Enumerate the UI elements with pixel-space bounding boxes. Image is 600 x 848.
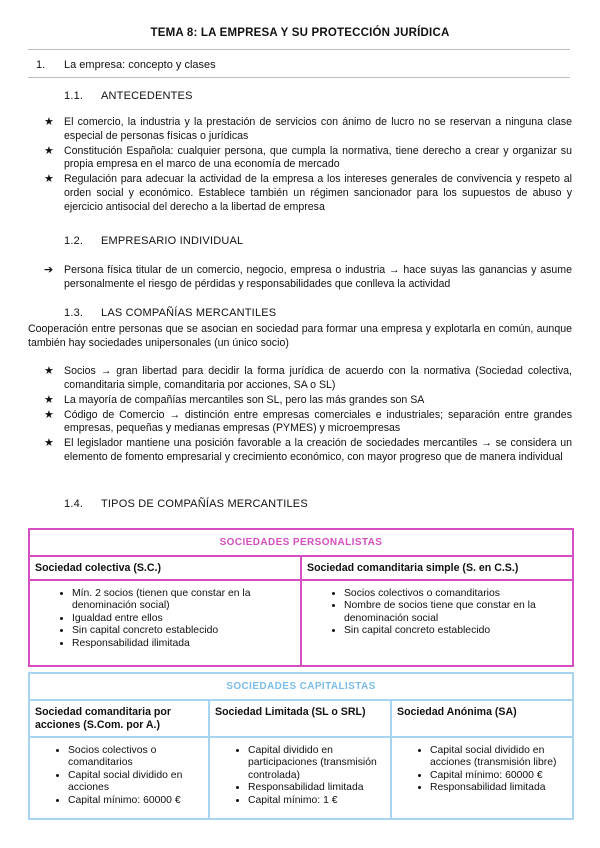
list-item: • Capital social dividido en acciones (transmisión libre) [430, 745, 566, 770]
subsection-label: EMPRESARIO INDIVIDUAL [101, 235, 244, 247]
list-item: • Capital dividido en participaciones (transmisión controlada) [248, 745, 384, 782]
title-divider [28, 49, 570, 50]
column-title: Sociedad colectiva (S.C.) [29, 556, 301, 580]
arrow-icon: ➔ [44, 264, 54, 276]
list-item: • Nombre de socios tiene que constar en la denominación social [344, 600, 566, 625]
list-item: • Igualdad entre ellos [72, 613, 294, 625]
list-item: • Sin capital concreto establecido [72, 625, 294, 637]
list-item: • Sin capital concreto establecido [344, 625, 566, 637]
list-item: ★ Código de Comercio → distinción entre empresas comerciales e industriales; separación entre grandes empresas, pequeñas y medianas empresas (PYMES) y microempresas [44, 408, 572, 435]
page-title: TEMA 8: LA EMPRESA Y SU PROTECCIÓN JURÍDICA [150, 27, 450, 39]
column-title: Sociedad comanditaria por acciones (S.Com. por A.) [29, 700, 209, 737]
section-number: 1. [36, 59, 46, 71]
column-title: Sociedad Limitada (SL o SRL) [209, 700, 391, 737]
bullet-list-companias [44, 365, 572, 466]
star-icon: ★ [44, 393, 54, 406]
subsection-heading-companias [64, 307, 276, 319]
column-title: Sociedad Anónima (SA) [391, 700, 573, 737]
star-icon: ★ [44, 365, 54, 377]
bullet-list-empresario [44, 264, 572, 293]
list-item: • Responsabilidad limitada [248, 782, 384, 794]
subsection-heading-antecedentes [64, 90, 193, 102]
subsection-label: LAS COMPAÑÍAS MERCANTILES [101, 307, 277, 319]
table-sociedades-capitalistas [28, 672, 574, 820]
cell-list [210, 738, 390, 813]
table-sociedades-personalistas [28, 528, 574, 667]
table-cell [301, 580, 573, 666]
subsection-number: 1.1. [64, 90, 84, 102]
bullet-list-antecedentes [44, 116, 572, 216]
cell-list [30, 581, 300, 656]
subsection-label: ANTECEDENTES [101, 90, 193, 102]
list-item: • Capital mínimo: 60000 € [68, 795, 202, 807]
star-icon: ★ [44, 116, 54, 128]
star-icon: ★ [44, 144, 54, 157]
list-item: • Socios colectivos o comanditarios [344, 588, 566, 600]
list-item: • Responsabilidad ilimitada [72, 638, 294, 650]
subsection-label: TIPOS DE COMPAÑÍAS MERCANTILES [101, 498, 308, 510]
table-cell [29, 737, 209, 819]
cell-list [392, 738, 572, 801]
list-item: • Capital mínimo: 60000 € [430, 770, 566, 782]
list-item: • Mín. 2 socios (tienen que constar en la denominación social) [72, 588, 294, 613]
subsection-number: 1.4. [64, 498, 84, 510]
subsection-heading-empresario [64, 235, 243, 247]
list-item: • Socios colectivos o comanditarios [68, 745, 202, 770]
star-icon: ★ [44, 437, 54, 450]
section-heading-1 [36, 59, 216, 71]
list-item: ★ Socios → gran libertad para decidir la forma jurídica de acuerdo con la normativa (Sociedad colectiva, comanditaria simple, comanditaria por acciones, SA o SL) [44, 365, 572, 391]
section-divider [28, 77, 570, 78]
star-icon: ★ [44, 173, 54, 186]
list-item: ★ El comercio, la industria y la prestación de servicios con ánimo de lucro no se reservan a ninguna clase especial de personas físicas o jurídicas [44, 116, 572, 142]
cell-list [302, 581, 572, 644]
list-item: • Capital mínimo: 1 € [248, 795, 384, 807]
list-item: ★ La mayoría de compañías mercantiles son SL, pero las más grandes son SA [44, 393, 425, 406]
subsection-heading-tipos [64, 498, 308, 510]
table-header: SOCIEDADES CAPITALISTAS [29, 673, 573, 700]
list-item: • Capital social dividido en acciones [68, 770, 202, 795]
list-item: ★ Regulación para adecuar la actividad de la empresa a los intereses generales de convivencia y respeto al orden social y económico. Establece también un régimen sancionador para los supuestos de abuso y ejercicio antisocial del derecho a la libertad de empresa [44, 173, 572, 213]
star-icon: ★ [44, 408, 54, 421]
list-item: ★ El legislador mantiene una posición favorable a la creación de sociedades mercantiles → se considera un elemento de fomento empresarial y crecimiento económico, con mayor progreso que de manera individual [44, 437, 572, 464]
section-label: La empresa: concepto y clases [64, 59, 216, 71]
list-item: ★ Constitución Española: cualquier persona, que cumpla la normativa, tiene derecho a crear y organizar su propia empresa en el marco de una economía de mercado [44, 144, 572, 171]
subsection-number: 1.3. [64, 307, 84, 319]
list-item: ➔ Persona física titular de un comercio, negocio, empresa o industria → hace suyas las ganancias y asume personalmente el riesgo de pérdidas y responsabilidades que conlleva la actividad [44, 264, 572, 290]
subsection-number: 1.2. [64, 235, 84, 247]
list-item: • Responsabilidad limitada [430, 782, 566, 794]
table-cell [209, 737, 391, 819]
companias-intro-paragraph: Cooperación entre personas que se asocian en sociedad para formar una empresa y explotarla en común, aunque también hay sociedades unipersonales (un único socio) [28, 323, 572, 349]
table-cell [29, 580, 301, 666]
cell-list [30, 738, 208, 813]
column-title: Sociedad comanditaria simple (S. en C.S.) [301, 556, 573, 580]
table-header: SOCIEDADES PERSONALISTAS [29, 529, 573, 556]
table-cell [391, 737, 573, 819]
